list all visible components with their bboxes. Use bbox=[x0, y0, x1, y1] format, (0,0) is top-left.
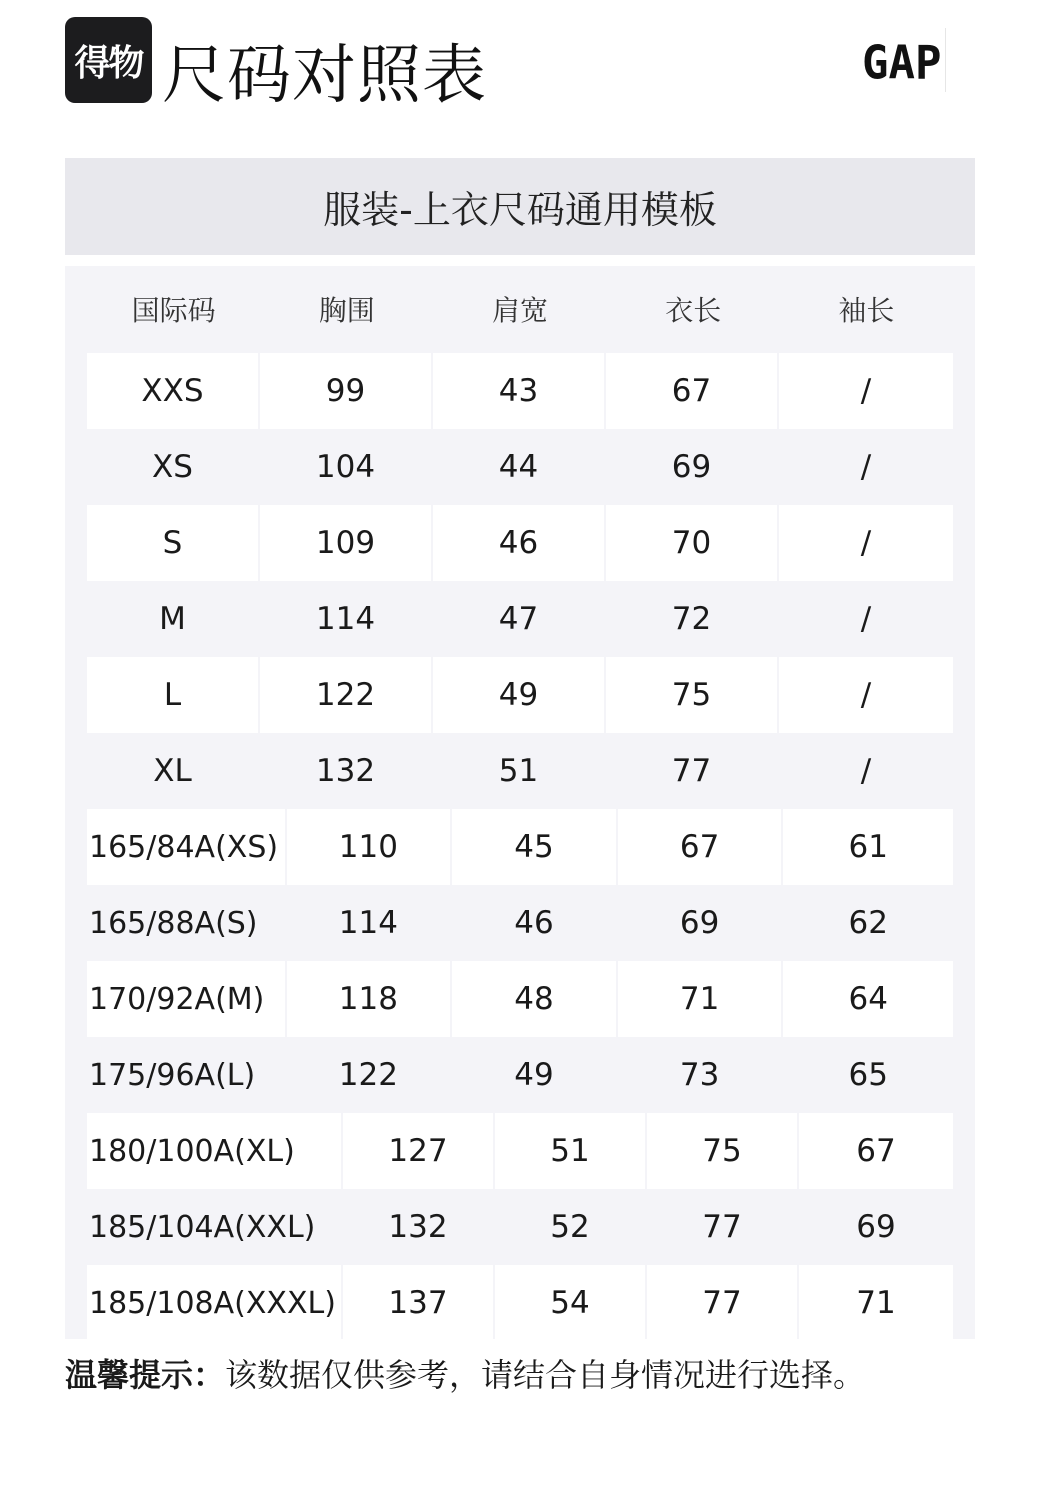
table-cell: 118 bbox=[287, 961, 451, 1037]
table-cell: 49 bbox=[433, 657, 604, 733]
table-cell: XXS bbox=[87, 353, 258, 429]
table-cell: 180/100A(XL) bbox=[87, 1113, 341, 1189]
table-cell: 44 bbox=[498, 449, 539, 485]
brand-divider bbox=[945, 28, 946, 92]
table-cell: L bbox=[87, 657, 258, 733]
table-row bbox=[87, 353, 953, 429]
table-cell: 67 bbox=[618, 809, 782, 885]
table-cell: 54 bbox=[495, 1265, 645, 1341]
table-cell: M bbox=[159, 601, 186, 637]
table-cell: 77 bbox=[671, 753, 712, 789]
size-table bbox=[65, 266, 975, 1339]
table-cell: / bbox=[779, 505, 953, 581]
column-header-international-size: 国际码 bbox=[131, 294, 216, 327]
table-cell: 48 bbox=[452, 961, 616, 1037]
table-cell: 47 bbox=[498, 601, 539, 637]
table-cell: 51 bbox=[498, 753, 539, 789]
table-cell: 77 bbox=[702, 1209, 742, 1245]
table-cell: XL bbox=[153, 753, 192, 789]
table-body bbox=[87, 353, 953, 1341]
table-cell: 73 bbox=[679, 1057, 720, 1093]
brand-logo: GAP bbox=[862, 36, 942, 91]
table-cell: 170/92A(M) bbox=[87, 961, 285, 1037]
table-cell: 75 bbox=[606, 657, 777, 733]
table-row bbox=[87, 1113, 953, 1189]
table-cell: 165/88A(S) bbox=[89, 905, 258, 941]
table-cell: XS bbox=[152, 449, 193, 485]
table-cell: 65 bbox=[848, 1057, 888, 1093]
table-cell: 49 bbox=[514, 1057, 554, 1093]
table-cell: 67 bbox=[606, 353, 777, 429]
table-cell: 72 bbox=[671, 601, 712, 637]
table-cell: 185/104A(XXL) bbox=[89, 1209, 316, 1245]
app-logo bbox=[65, 17, 152, 103]
app-logo-text: 得物 bbox=[74, 42, 143, 84]
table-cell: / bbox=[779, 657, 953, 733]
table-cell: 75 bbox=[647, 1113, 797, 1189]
table-cell: 132 bbox=[315, 753, 376, 789]
table-cell: 64 bbox=[783, 961, 953, 1037]
table-cell: 69 bbox=[679, 905, 720, 941]
table-cell: 114 bbox=[338, 905, 398, 941]
table-cell: 69 bbox=[671, 449, 712, 485]
column-header-chest: 胸围 bbox=[318, 294, 375, 327]
table-cell: 122 bbox=[338, 1057, 398, 1093]
column-header-sleeve: 袖长 bbox=[838, 294, 895, 327]
table-row bbox=[87, 1037, 953, 1113]
table-row bbox=[87, 505, 953, 581]
table-cell: 61 bbox=[783, 809, 953, 885]
table-cell: 43 bbox=[433, 353, 604, 429]
header bbox=[0, 0, 1040, 140]
table-cell: 109 bbox=[260, 505, 431, 581]
table-cell: 46 bbox=[433, 505, 604, 581]
table-cell: 52 bbox=[550, 1209, 590, 1245]
table-row bbox=[87, 961, 953, 1037]
footer-note-text: 该数据仅供参考，请结合自身情况进行选择。 bbox=[225, 1356, 866, 1394]
table-row bbox=[87, 1189, 953, 1265]
table-cell: 62 bbox=[848, 905, 888, 941]
table-cell: 127 bbox=[343, 1113, 493, 1189]
table-row bbox=[87, 733, 953, 809]
footer-note bbox=[65, 1350, 1005, 1400]
table-cell: / bbox=[860, 601, 872, 637]
table-cell: S bbox=[87, 505, 258, 581]
table-cell: 104 bbox=[315, 449, 376, 485]
table-cell: 71 bbox=[618, 961, 782, 1037]
column-headers bbox=[87, 266, 953, 352]
table-row bbox=[87, 429, 953, 505]
table-row bbox=[87, 885, 953, 961]
table-cell: 185/108A(XXXL) bbox=[87, 1265, 341, 1341]
table-cell: 132 bbox=[388, 1209, 448, 1245]
table-row bbox=[87, 657, 953, 733]
table-row bbox=[87, 1265, 953, 1341]
table-cell: 77 bbox=[647, 1265, 797, 1341]
column-header-length: 衣长 bbox=[665, 294, 722, 327]
table-cell: 70 bbox=[606, 505, 777, 581]
table-cell: 69 bbox=[856, 1209, 896, 1245]
table-cell: / bbox=[779, 353, 953, 429]
table-cell: 67 bbox=[799, 1113, 953, 1189]
table-cell: 122 bbox=[260, 657, 431, 733]
page-title: 尺码对照表 bbox=[162, 39, 487, 113]
table-row bbox=[87, 581, 953, 657]
table-cell: 45 bbox=[452, 809, 616, 885]
table-cell: / bbox=[860, 449, 872, 485]
table-cell: 110 bbox=[287, 809, 451, 885]
table-cell: 137 bbox=[343, 1265, 493, 1341]
table-cell: 99 bbox=[260, 353, 431, 429]
table-cell: 165/84A(XS) bbox=[87, 809, 285, 885]
table-cell: / bbox=[860, 753, 872, 789]
table-cell: 51 bbox=[495, 1113, 645, 1189]
table-row bbox=[87, 809, 953, 885]
table-cell: 175/96A(L) bbox=[89, 1057, 256, 1093]
table-cell: 46 bbox=[514, 905, 554, 941]
column-header-shoulder: 肩宽 bbox=[492, 294, 549, 327]
table-cell: 71 bbox=[799, 1265, 953, 1341]
footer-note-label: 温馨提示： bbox=[65, 1356, 226, 1394]
table-title: 服装-上衣尺码通用模板 bbox=[65, 158, 975, 255]
table-cell: 114 bbox=[315, 601, 376, 637]
